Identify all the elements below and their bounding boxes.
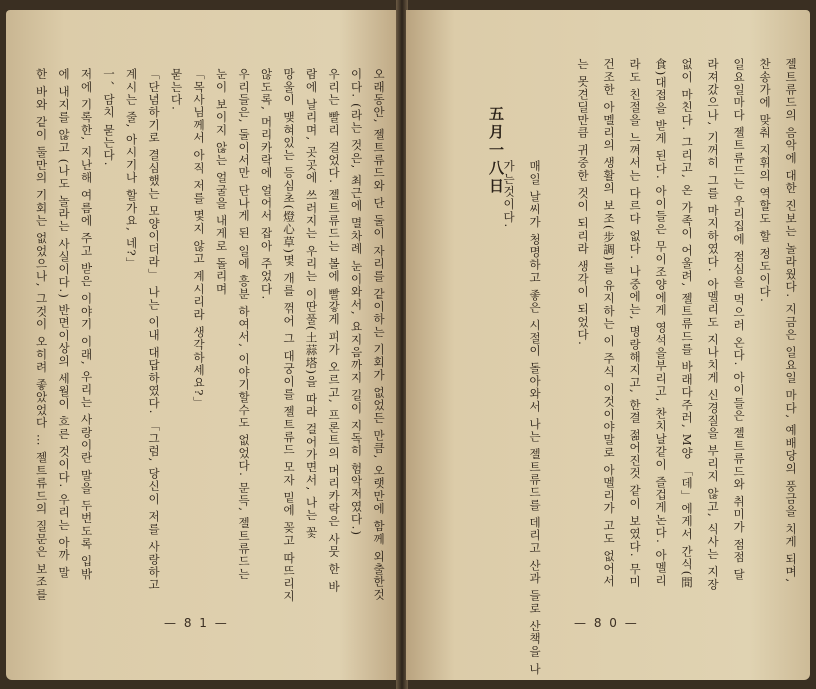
text-line: 젤트류드의 음악에 대한 진보는 놀라웠다. 지금은 일요일 마다, 예배당의 풍금을 치게 되며, bbox=[784, 58, 798, 584]
text-line: 食)대접을 받게 된다. 아이들은 무이조양에게 영석을부리고, 찬치날같이 즐겁게논다. 아멜리 bbox=[654, 58, 668, 587]
text-line: 없이 마친다. 그리고, 온 가족이 어울려, 젤트류드를 바래다주러, M양 「데」에게서 간식(間 bbox=[680, 58, 694, 590]
text-line: 라져갔으나, 기꺼히 그를 마지하였다. 아멜리도 지나치게 신경질을 부리지 않고, 식사는 지장 bbox=[706, 58, 720, 592]
text-line: 가는것이다. bbox=[502, 160, 516, 229]
text-line: 일요일마다 젤트류드는 우리집에 점심을 먹으러 온다. 아이들은 젤트류드와 취미가 점점 달 bbox=[732, 58, 746, 582]
text-line: 계시는 줄, 아시기나 할가요, 네?」 bbox=[124, 68, 139, 270]
text-line: 한 바와 같이 둘만의 기회는 없었으나, 그것이 오히려 좋았었다 … 젤트류드의 질문은 보조를 bbox=[34, 68, 49, 602]
text-line: 람에 날리며, 곳곳에 쓰러지는 우리는 이딴풀(土蒜塔)을 따라 걸어가면서, 나는 꽃 bbox=[304, 68, 319, 540]
text-line: 찬송가에 맞춰 지휘의 역할도 할 정도이다. bbox=[758, 58, 772, 304]
text-line: 건조한 아멜리의 생활의 보조(步調)를 유지하는 이 주식 이것이야말로 아멜리가 고도 없어서 bbox=[602, 58, 616, 588]
text-line: 이다. (라는 것은, 최근에 멸차례 눈이와서, 요지음까지 길이 지독히 험악저였다.) bbox=[349, 68, 364, 537]
left-page bbox=[6, 10, 398, 680]
text-line: 묻는다. bbox=[169, 68, 184, 111]
text-line: 눈이 보이지 않는 얼굴을 내게로 돌리며 bbox=[214, 68, 229, 296]
text-line: 우리는 빨리 걸었다. 젤트류드는 볼에 빨갛게 피가 오르고, 프론트의 머리카락은 사뭇 한 바 bbox=[327, 68, 341, 594]
date-heading: 五月一八日 bbox=[487, 106, 505, 196]
text-line: 오래동안, 젤트류드와 단 둘이 자리를 같이하는 기회가 없었든 만큼, 오랫만에 함께 외출한것 bbox=[372, 68, 386, 602]
text-line: 우리들은, 둘이서만 단나게 된 일에 흥분 하여서, 이야기할수도 없었다. 문득, 젤트류드는 bbox=[237, 68, 251, 581]
text-line: 매일 날씨가 청명하고 좋은 시절이 돌아와서 나는 젤트류드를 데리고 산과 들로 산책을 나 bbox=[528, 160, 542, 676]
text-line: 「목사님께서 아직 저를 몇지 않고 계시리라 생각하세요?」 bbox=[192, 68, 206, 410]
right-page-number: — 8 0 — bbox=[574, 616, 639, 630]
text-line: 는 못견딜만큼 귀중한 것이 되리라 생각이 되었다. bbox=[576, 58, 590, 346]
text-line: 에 내지를 않고 (나도 놀라는 사실이다.) 반면이상의 세월이 흐른 것이다. 우리는 아까 말 bbox=[57, 68, 71, 580]
text-line: 망울이 맺혀있는 등심초(燈心草)몇 개를 꺾어 그 대궁이를 젤트류드 모자 밑에 꽂고 따뜨리지 bbox=[282, 68, 296, 603]
text-line: 저에 기록한, 지난해 여름에 주고 받은 이야기 이래, 우리는 사랑이란 말을 두번도록 입밖 bbox=[79, 68, 94, 581]
text-line: 一、담치 묻는다. bbox=[102, 68, 116, 167]
right-page bbox=[406, 10, 810, 680]
text-line: 않도록, 머리카락에 얼어서 잡아 주었다. bbox=[259, 68, 274, 301]
left-page-number: — 8 1 — bbox=[164, 616, 229, 630]
text-line: 라도 친절을 느껴서는 다르다 없다. 나중에는, 명랑해지고, 한결 젊어진것 같이 보였다. 무미 bbox=[628, 58, 642, 589]
text-line: 「단념하기로 결심했는 모양이더라」 나는 이내 대답하였다. 「그럼, 당신이 저를 사랑하고 bbox=[147, 68, 161, 592]
